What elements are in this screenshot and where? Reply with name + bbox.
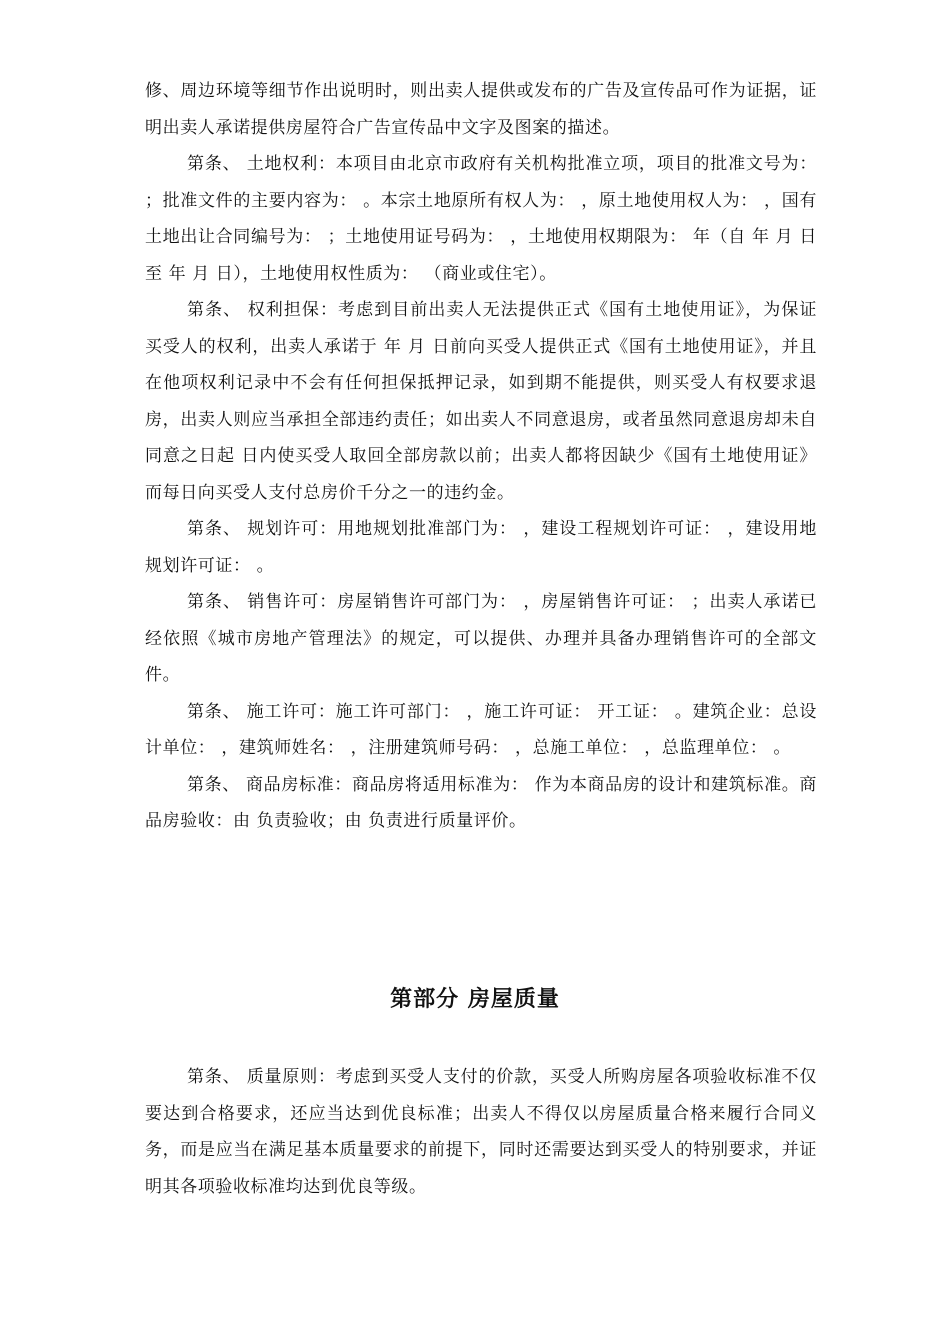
- paragraph-continuation: 修、周边环境等细节作出说明时，则出卖人提供或发布的广告及宣传品可作为证据，证明出卖人承诺提供房屋符合广告宣传品中文字及图案的描述。: [145, 81, 817, 138]
- section-heading: 第部分 房屋质量: [390, 987, 560, 1012]
- clause-rights-guarantee: 第条、 权利担保：考虑到目前出卖人无法提供正式《国有土地使用证》，为保证买受人的权利，出卖人承诺于 年 月 日前向买受人提供正式《国有土地使用证》，并且在他项权利记录中不会有任何担保抵押记录，如到期不能提供，则买受人有权要求退房，出卖人则应当承担全部违约责任；如出卖人不同意退房，或者虽然同意退房却未自同意之日起 日内使买受人取回全部房款以前；出卖人都将因缺少《国有土地使用证》而每日向买受人支付总房价千分之一的违约金。: [145, 300, 817, 503]
- contract-clauses-top: [145, 73, 817, 840]
- clause-land-rights: 第条、 土地权利：本项目由北京市政府有关机构批准立项，项目的批准文号为： ；批准文件的主要内容为： 。本宗土地原所有权人为： ，原土地使用权人为： ，国有土地出让合同编号为： ；土地使用证号码为： ，土地使用权期限为： 年（自 年 月 日至 年 月 日），土地使用权性质为： （商业或住宅）。: [145, 154, 817, 284]
- clause-sales-permit: 第条、 销售许可：房屋销售许可部门为： ，房屋销售许可证： ；出卖人承诺已经依照《城市房地产管理法》的规定，可以提供、办理并具备办理销售许可的全部文件。: [145, 592, 817, 685]
- clause-quality-principle: 第条、 质量原则：考虑到买受人支付的价款，买受人所购房屋各项验收标准不仅要达到合格要求，还应当达到优良标准；出卖人不得仅以房屋质量合格来履行合同义务，而是应当在满足基本质量要求的前提下，同时还需要达到买受人的特别要求，并证明其各项验收标准均达到优良等级。: [145, 1067, 817, 1197]
- clause-planning-permit: 第条、 规划许可：用地规划批准部门为： ，建设工程规划许可证： ，建设用地规划许可证： 。: [145, 519, 817, 576]
- clause-housing-standard: 第条、 商品房标准：商品房将适用标准为： 作为本商品房的设计和建筑标准。商品房验收：由 负责验收；由 负责进行质量评价。: [145, 774, 817, 831]
- clause-construction-permit: 第条、 施工许可：施工许可部门： ，施工许可证： 开工证： 。建筑企业：总设计单位： ，建筑师姓名： ，注册建筑师号码： ，总施工单位： ，总监理单位： 。: [145, 701, 817, 758]
- contract-clauses-bottom: [145, 1059, 817, 1205]
